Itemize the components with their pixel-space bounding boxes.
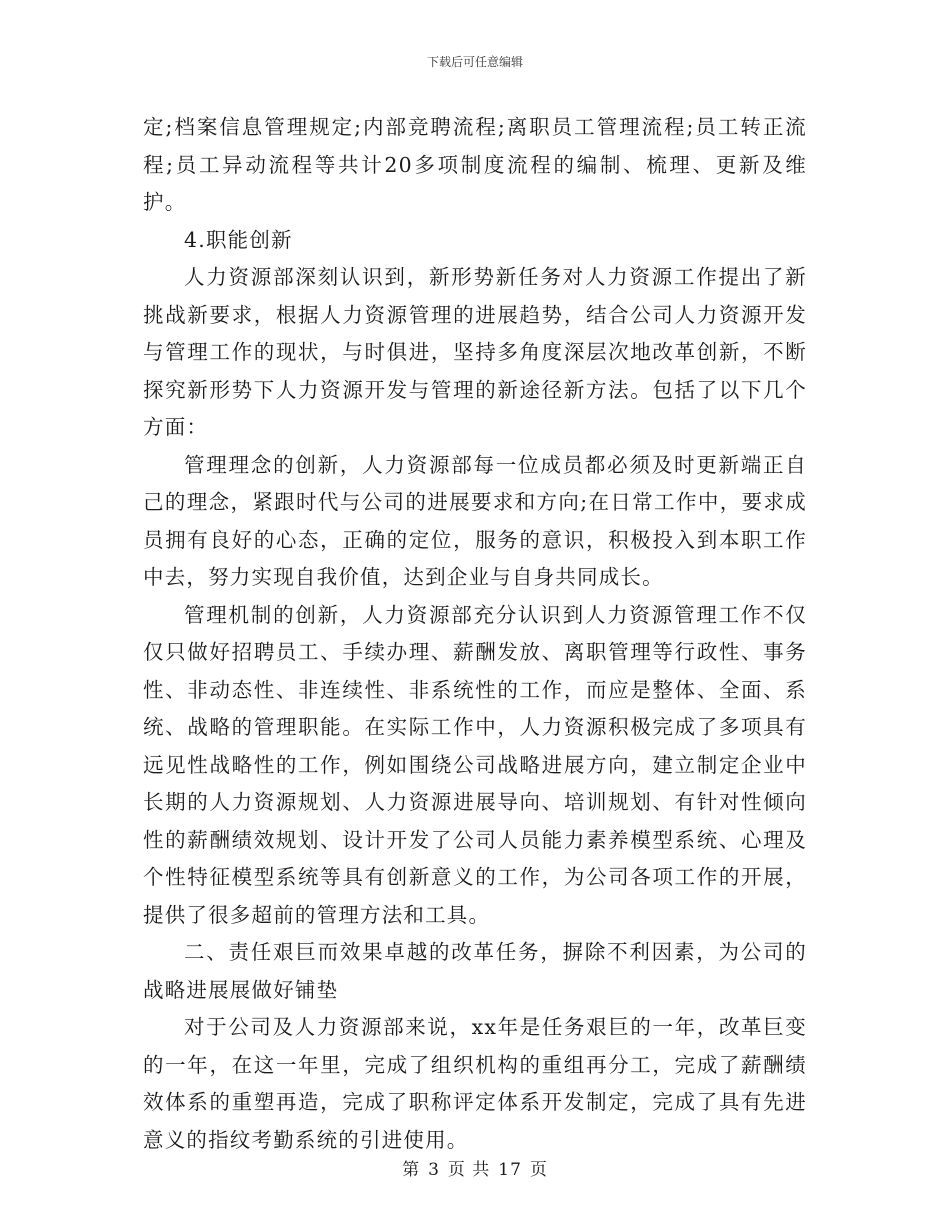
footer-page-number: 3 [428, 1160, 440, 1180]
page-footer [0, 1155, 950, 1180]
section-heading-functional-innovation: 4.职能创新 [184, 227, 293, 252]
document-body [143, 109, 807, 1159]
footer-prefix: 第 [402, 1160, 421, 1180]
paragraph-management-concept: 管理理念的创新，人力资源部每一位成员都必须及时更新端正自己的理念，紧跟时代与公司的进展要求和方向;在日常工作中，要求成员拥有良好的心态，正确的定位，服务的意识，积极投入到本职工作中去，努力实现自我价值，达到企业与自身共同成长。 [143, 452, 807, 589]
paragraph-year-summary: 对于公司及人力资源部来说，xx年是任务艰巨的一年，改革巨变的一年，在这一年里，完成了组织机构的重组再分工，完成了薪酬绩效体系的重塑再造，完成了职称评定体系开发制定，完成了具有先进意义的指纹考勤系统的引进使用。 [143, 1015, 807, 1152]
footer-total-pages: 17 [498, 1160, 522, 1180]
section-heading-reform-tasks: 二、责任艰巨而效果卓越的改革任务，摒除不利因素，为公司的战略进展展做好铺垫 [143, 940, 807, 1002]
paragraph-hr-awareness: 人力资源部深刻认识到，新形势新任务对人力资源工作提出了新挑战新要求，根据人力资源管理的进展趋势，结合公司人力资源开发与管理工作的现状，与时俱进，坚持多角度深层次地改革创新，不断探究新形势下人力资源开发与管理的新途径新方法。包括了以下几个方面： [143, 265, 807, 439]
footer-suffix: 页 [529, 1160, 548, 1180]
paragraph-management-mechanism: 管理机制的创新，人力资源部充分认识到人力资源管理工作不仅仅只做好招聘员工、手续办理、薪酬发放、离职管理等行政性、事务性、非动态性、非连续性、非系统性的工作，而应是整体、全面、系统、战略的管理职能。在实际工作中，人力资源积极完成了多项具有远见性战略性的工作，例如围绕公司战略进展方向，建立制定企业中长期的人力资源规划、人力资源进展导向、培训规划、有针对性倾向性的薪酬绩效规划、设计开发了公司人员能力素养模型系统、心理及个性特征模型系统等具有创新意义的工作，为公司各项工作的开展，提供了很多超前的管理方法和工具。 [143, 602, 807, 927]
footer-middle: 页 共 [447, 1160, 491, 1180]
header-note: 下载后可任意编辑 [426, 55, 523, 69]
paragraph-continuation: 定;档案信息管理规定;内部竞聘流程;离职员工管理流程;员工转正流程;员工异动流程等共计20多项制度流程的编制、梳理、更新及维护。 [143, 115, 807, 214]
